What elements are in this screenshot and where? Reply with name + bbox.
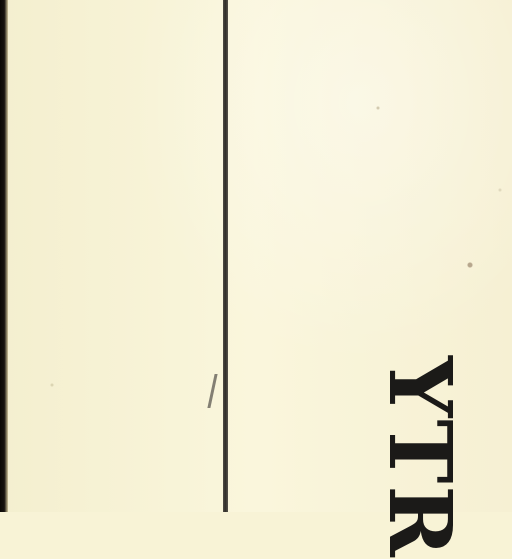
vertical-title-text: YTR bbox=[369, 356, 470, 559]
vertical-rule-line bbox=[223, 0, 228, 512]
rotated-title-fragment bbox=[366, 356, 470, 559]
dark-scan-edge bbox=[0, 0, 8, 512]
rule-ink-mark bbox=[207, 374, 217, 408]
